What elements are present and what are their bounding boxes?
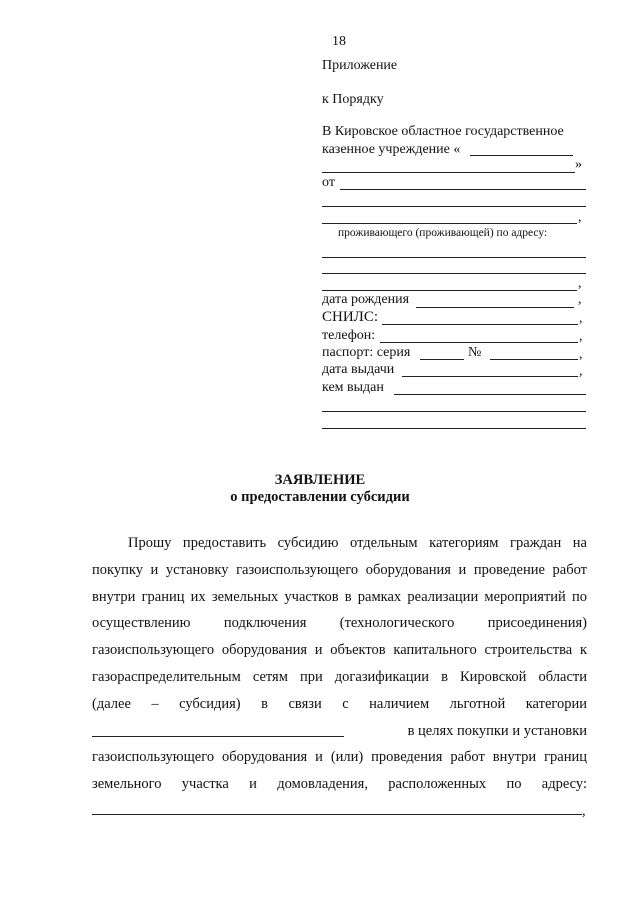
paragraph-line: покупку и установку газоиспользующего оборудования и проведение работ [92, 561, 587, 578]
passport-series-field[interactable] [420, 359, 464, 360]
benefit-category-field[interactable] [92, 722, 344, 737]
paragraph-line-with-blank [92, 718, 587, 745]
institution-name-field[interactable] [470, 155, 573, 156]
paragraph-line: осуществлению подключения (технологического присоединения) [92, 615, 587, 632]
birth-date-label: дата рождения [322, 292, 410, 307]
number-sign: № [468, 345, 482, 360]
issue-date-label: дата выдачи [322, 362, 395, 377]
purpose-text: в целях покупки и установки [407, 722, 587, 739]
issued-by-field-2[interactable] [322, 411, 586, 412]
appendix-label: Приложение [322, 58, 398, 73]
page-number: 18 [332, 34, 346, 49]
property-address-field[interactable] [92, 800, 582, 815]
institution-name-field-2[interactable] [322, 172, 575, 173]
order-reference: к Порядку [322, 92, 384, 107]
paragraph-line: Прошу предоставить субсидию отдельным категориям граждан на [128, 535, 587, 551]
comma: , [578, 210, 582, 225]
address-field-1[interactable] [322, 257, 586, 258]
address-field-3[interactable] [322, 290, 577, 291]
from-label: от [322, 175, 335, 190]
address-field-2[interactable] [322, 273, 586, 274]
phone-label: телефон: [322, 328, 376, 343]
paragraph-line-with-blank [92, 798, 587, 825]
comma: , [579, 311, 583, 326]
snils-field[interactable] [382, 324, 578, 325]
comma: , [578, 292, 582, 307]
comma: , [578, 276, 582, 291]
paragraph-line: газоиспользующего оборудования и объектов капитального строительства к [92, 642, 587, 659]
issued-by-field-3[interactable] [322, 428, 586, 429]
applicant-name-field-2[interactable] [322, 206, 586, 207]
issued-by-label: кем выдан [322, 380, 384, 395]
paragraph-line: земельного участка и домовладения, расположенных по адресу: [92, 776, 587, 793]
applicant-name-field-3[interactable] [322, 223, 577, 224]
birth-date-field[interactable] [416, 307, 574, 308]
statement-paragraph [92, 530, 587, 825]
comma: , [579, 364, 583, 379]
document-title: ЗАЯВЛЕНИЕ [274, 472, 366, 488]
issued-by-field-1[interactable] [394, 394, 586, 395]
passport-series-label: паспорт: серия [322, 345, 411, 360]
recipient-line-1: В Кировское областное государственное [322, 124, 564, 139]
residing-note: проживающего (проживающей) по адресу: [338, 227, 548, 239]
phone-field[interactable] [380, 342, 578, 343]
paragraph-line: газораспределительным сетям при догазификации в Кировской области [92, 668, 587, 685]
close-quote: » [575, 157, 582, 172]
document-subtitle: о предоставлении субсидии [230, 489, 410, 505]
paragraph-line: внутри границ их земельных участков в рамках реализации мероприятий по [92, 588, 587, 605]
passport-number-field[interactable] [490, 359, 578, 360]
comma: , [582, 802, 586, 819]
comma: , [579, 347, 583, 362]
comma: , [579, 329, 583, 344]
snils-label: СНИЛС: [322, 309, 379, 325]
recipient-line-2: казенное учреждение « [322, 142, 461, 157]
issue-date-field[interactable] [402, 376, 578, 377]
applicant-name-field-1[interactable] [340, 189, 586, 190]
paragraph-line: газоиспользующего оборудования и (или) проведения работ внутри границ [92, 749, 587, 766]
paragraph-line: (далее – субсидия) в связи с наличием льготной категории [92, 695, 587, 712]
